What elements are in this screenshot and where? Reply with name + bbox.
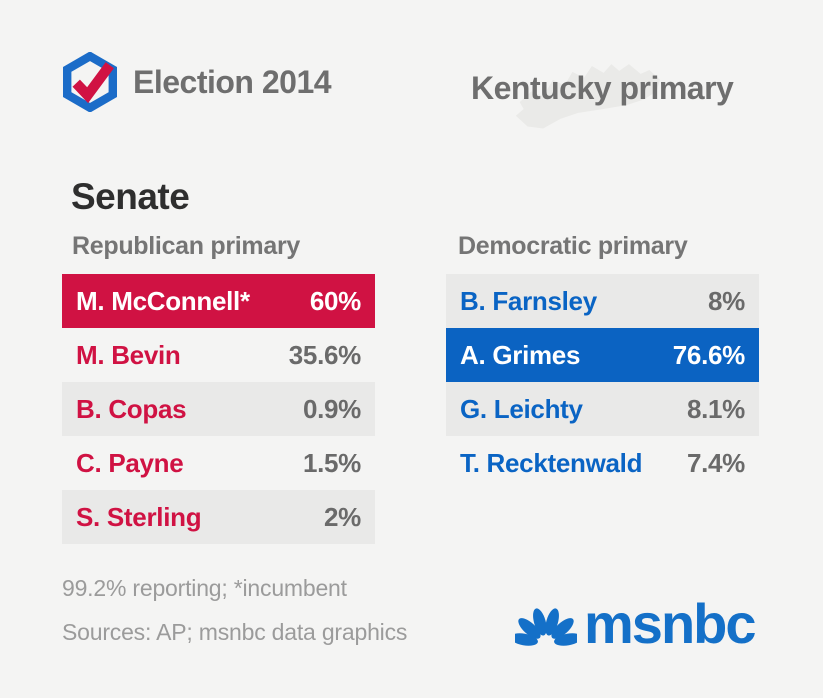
candidate-pct: 0.9%: [302, 393, 361, 424]
page-title: Senate: [71, 176, 190, 217]
result-row-sterling: [62, 490, 375, 544]
candidate-name: B. Copas: [76, 393, 187, 424]
brand-label: Election 2014: [133, 63, 332, 100]
candidate-name: G. Leichty: [460, 393, 583, 424]
republican-primary-header: Republican primary: [72, 232, 300, 260]
republican-results-table: [62, 274, 375, 544]
result-row-payne: [62, 436, 375, 490]
peacock-icon: [515, 598, 577, 650]
candidate-pct: 76.6%: [672, 339, 745, 370]
msnbc-logo: [515, 592, 755, 655]
candidate-name: C. Payne: [76, 447, 184, 478]
sources-footnote: Sources: AP; msnbc data graphics: [62, 619, 408, 645]
candidate-name: M. Bevin: [76, 339, 181, 370]
candidate-pct: 60%: [309, 285, 361, 316]
result-row-leichty: [446, 382, 759, 436]
ballot-check-icon: [60, 52, 120, 112]
candidate-pct: 8.1%: [686, 393, 745, 424]
election-2014-brand: [60, 52, 331, 112]
candidate-name: A. Grimes: [460, 339, 581, 370]
candidate-name: T. Recktenwald: [460, 447, 643, 478]
candidate-pct: 7.4%: [686, 447, 745, 478]
candidate-pct: 35.6%: [288, 339, 361, 370]
candidate-name: S. Sterling: [76, 501, 202, 532]
result-row-copas: [62, 382, 375, 436]
reporting-footnote: 99.2% reporting; *incumbent: [62, 575, 347, 601]
result-row-farnsley: [446, 274, 759, 328]
candidate-name: M. McConnell*: [76, 285, 250, 316]
candidate-name: B. Farnsley: [460, 285, 597, 316]
candidate-pct: 8%: [708, 285, 745, 316]
result-row-mcconnell: [62, 274, 375, 328]
msnbc-wordmark: msnbc: [584, 592, 755, 655]
result-row-bevin: [62, 328, 375, 382]
result-row-grimes: [446, 328, 759, 382]
location-title: Kentucky primary: [471, 70, 734, 106]
result-row-recktenwald: [446, 436, 759, 490]
candidate-pct: 2%: [324, 501, 361, 532]
candidate-pct: 1.5%: [302, 447, 361, 478]
democratic-results-table: [446, 274, 759, 490]
democratic-primary-header: Democratic primary: [458, 232, 688, 260]
